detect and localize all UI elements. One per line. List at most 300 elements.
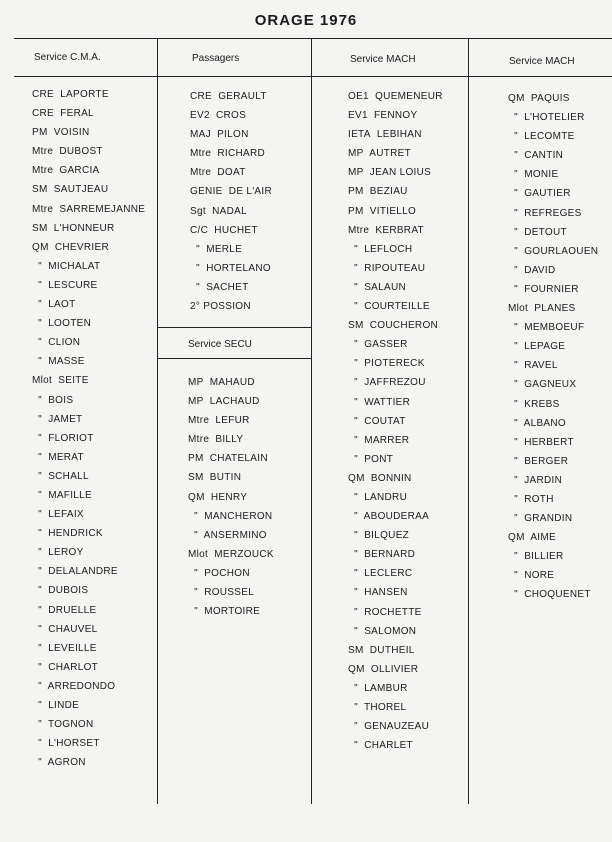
crew-entry [348,182,443,201]
crew-entry [348,221,443,240]
secu-top-rule [157,327,311,328]
crew-rank: " [32,623,43,635]
crew-rank: MP [348,148,364,160]
crew-rank: " [508,264,519,276]
crew-rank: QM [348,472,365,484]
crew-name: AIME [530,532,556,544]
crew-entry [508,566,598,585]
crew-name: HUCHET [214,224,258,236]
crew-rank: QM [188,491,205,503]
crew-name: RAVEL [524,360,558,372]
crew-name: SACHET [206,281,249,293]
crew-rank: SM [32,222,48,234]
crew-entry [348,736,443,755]
crew-entry [32,696,145,715]
crew-entry [508,547,598,566]
crew-entry [508,89,598,108]
crew-rank: MP [188,396,204,408]
crew-entry [32,620,145,639]
crew-name: MONIE [524,169,559,181]
crew-rank: " [32,738,43,750]
crew-rank: 2° POSSION [190,301,251,313]
crew-name: SALOMON [364,625,417,637]
crew-entry [32,562,145,581]
crew-rank: " [508,283,519,295]
crew-name: SARREMEJANNE [59,203,146,215]
crew-entry [508,242,598,261]
crew-name: CHATELAIN [209,453,268,465]
crew-entry [508,184,598,203]
crew-rank: " [32,413,43,425]
crew-rank: " [348,453,359,465]
crew-rank: " [348,491,359,503]
crew-rank: " [348,339,359,351]
crew-rank: " [32,528,43,540]
crew-rank: " [508,245,519,257]
crew-name: PAQUIS [530,93,570,104]
crew-rank: " [508,589,519,601]
column-divider-3 [468,38,469,804]
crew-name: LANDRU [364,491,408,503]
crew-rank: PM [348,186,364,198]
crew-name: GASSER [364,339,408,351]
column-header-cma: Service C.M.A. [34,52,101,63]
crew-entry [508,318,598,337]
crew-name: KERBRAT [375,224,424,236]
crew-entry [32,180,145,199]
crew-rank: " [508,570,519,582]
crew-entry [348,240,443,259]
crew-name: CHARLOT [48,661,99,673]
crew-entry [32,104,145,123]
crew-entry [188,545,274,564]
crew-rank: " [348,434,359,446]
crew-entry [32,371,145,390]
crew-name: SAUTJEAU [53,184,109,196]
crew-list-passagers [190,87,272,316]
crew-name: JAMET [48,413,83,425]
crew-name: QUEMENEUR [375,91,443,102]
crew-entry [348,87,443,106]
crew-rank: " [508,513,519,525]
page-title: ORAGE 1976 [254,12,358,29]
crew-rank: " [188,606,199,618]
crew-name: DRUELLE [48,604,97,616]
crew-entry [190,182,272,201]
crew-rank: " [32,489,43,501]
crew-rank: MP [348,167,364,179]
crew-rank: " [32,680,43,692]
crew-rank: " [508,226,519,238]
crew-name: RICHARD [217,148,266,160]
crew-name: SCHALL [48,470,89,482]
crew-name: HENRY [210,491,248,503]
column-divider-2 [311,38,312,804]
crew-name: SEITE [58,375,89,387]
crew-rank: QM [508,93,525,104]
crew-name: LEVEILLE [48,642,97,654]
crew-name: GRANDIN [524,513,573,525]
crew-name: LEFLOCH [364,243,413,255]
crew-list-mach-2 [508,89,598,605]
crew-rank: " [508,169,519,181]
column-header-passagers: Passagers [192,53,240,64]
crew-name: MERZOUCK [214,548,274,560]
crew-name: TOGNON [48,719,94,731]
crew-name: COURTEILLE [364,301,430,313]
crew-name: PIOTERECK [364,358,425,370]
crew-rank: " [508,551,519,563]
crew-entry [190,202,272,221]
crew-entry [348,698,443,717]
crew-entry [32,219,145,238]
crew-name: FOURNIER [524,283,579,295]
crew-rank: IETA [348,129,371,141]
crew-entry [348,526,443,545]
crew-entry [190,297,272,316]
crew-rank: CRE [32,108,55,120]
crew-entry [188,392,274,411]
crew-rank: " [32,585,43,597]
crew-rank: " [32,337,43,349]
crew-name: MAFILLE [48,489,92,501]
crew-name: FERAL [60,108,94,120]
crew-name: LECLERC [364,568,413,580]
crew-name: CHAUVEL [48,623,98,635]
crew-entry [348,335,443,354]
crew-name: BUTIN [209,472,242,484]
crew-name: ROUSSEL [204,587,255,599]
crew-entry [508,356,598,375]
crew-name: LINDE [48,700,80,711]
crew-name: L'HONNEUR [53,222,115,234]
crew-rank: Mlot [508,303,529,315]
crew-entry [508,509,598,528]
crew-entry [508,414,598,433]
crew-rank: " [348,281,359,293]
crew-name: CLION [48,337,81,349]
crew-rank: SM [348,320,364,332]
crew-list-mach-1 [348,87,443,755]
crew-name: HENDRICK [48,528,103,540]
crew-rank: Mlot [188,548,209,560]
crew-name: ALBANO [523,417,566,429]
crew-name: LEFAIX [48,509,84,521]
crew-name: DE L'AIR [228,186,273,198]
crew-rank: " [32,642,43,654]
crew-rank: " [348,396,359,408]
crew-name: CHEVRIER [54,241,109,253]
crew-entry [508,223,598,242]
crew-rank: Mtre [32,165,54,177]
crew-name: MICHALAT [48,260,101,272]
crew-rank: " [32,661,43,673]
crew-entry [348,603,443,622]
crew-name: DELALANDRE [48,566,118,578]
crew-entry [348,450,443,469]
crew-name: NORE [524,570,555,582]
crew-rank: " [348,606,359,618]
crew-rank: EV2 [190,110,210,122]
crew-name: LECOMTE [524,131,575,143]
column-header-mach-1: Service MACH [350,54,416,65]
crew-rank: " [32,604,43,616]
crew-name: LEBIHAN [376,129,422,141]
crew-rank: " [32,279,43,291]
crew-rank: " [32,470,43,482]
crew-name: JAFFREZOU [364,377,426,389]
crew-rank: " [188,529,199,541]
crew-name: LAMBUR [364,682,408,694]
crew-name: MERLE [206,243,243,255]
crew-rank: " [190,281,201,293]
crew-entry [508,261,598,280]
crew-rank: PM [32,127,48,139]
crew-rank: " [508,379,519,391]
crew-entry [508,280,598,299]
crew-name: DUTHEIL [369,644,415,656]
crew-name: FLORIOT [48,432,94,444]
crew-entry [32,123,145,142]
crew-rank: PM [348,205,364,217]
crew-rank: Mtre [190,148,212,160]
crew-entry [32,543,145,562]
crew-entry [348,125,443,144]
crew-name: PILON [217,129,249,141]
crew-name: CHOQUENET [524,589,591,601]
crew-name: MAHAUD [209,377,255,388]
crew-rank: EV1 [348,110,368,122]
crew-entry [348,431,443,450]
crew-rank: " [32,260,43,272]
crew-name: GOURLAOUEN [524,245,599,257]
crew-entry [348,144,443,163]
crew-entry [348,660,443,679]
crew-entry [32,601,145,620]
crew-name: BERGER [524,455,569,467]
crew-entry [190,125,272,144]
crew-entry [188,583,274,602]
crew-name: MASSE [48,356,85,368]
header-top-rule [14,38,612,39]
crew-rank: " [508,436,519,448]
crew-rank: " [32,547,43,559]
crew-name: BEZIAU [369,186,408,198]
crew-name: MERAT [48,451,84,463]
crew-rank: QM [348,663,365,675]
crew-entry [508,146,598,165]
crew-name: FENNOY [373,110,418,122]
crew-rank: SM [348,644,364,656]
crew-entry [190,106,272,125]
crew-name: BILQUEZ [364,530,410,542]
crew-entry [348,393,443,412]
crew-entry [190,144,272,163]
crew-name: MORTOIRE [204,606,261,618]
crew-rank: " [508,188,519,200]
crew-rank: Sgt [190,205,206,217]
crew-entry [508,471,598,490]
crew-entry [508,375,598,394]
crew-entry [32,753,145,772]
crew-entry [348,564,443,583]
crew-entry [348,507,443,526]
crew-name: BERNARD [364,549,416,561]
crew-entry [190,259,272,278]
crew-rank: C/C [190,224,209,236]
crew-entry [32,276,145,295]
crew-entry [508,585,598,604]
crew-name: CHARLET [364,740,413,752]
crew-name: MEMBOEUF [524,322,585,334]
crew-rank: MP [188,377,204,388]
crew-entry [188,526,274,545]
crew-name: LEFUR [215,415,250,427]
crew-rank: OE1 [348,91,369,102]
crew-entry [188,430,274,449]
crew-entry [32,391,145,410]
crew-entry [32,505,145,524]
crew-entry [348,373,443,392]
crew-entry [32,715,145,734]
crew-name: LEROY [48,547,84,559]
crew-name: L'HOTELIER [524,112,585,124]
crew-rank: Mtre [188,415,210,427]
crew-entry [32,448,145,467]
crew-rank: " [348,702,359,713]
crew-entry [32,333,145,352]
crew-name: HERBERT [524,436,574,448]
crew-name: GARCIA [59,165,100,177]
crew-rank: " [32,299,43,311]
crew-name: ANSERMINO [203,529,267,541]
crew-entry [190,87,272,106]
crew-rank: " [188,587,199,599]
crew-name: DUBOST [59,146,103,158]
crew-entry [188,411,274,430]
crew-rank: " [32,700,43,711]
crew-rank: " [348,625,359,637]
crew-name: HANSEN [364,587,408,599]
crew-rank: " [348,721,359,733]
crew-rank: " [188,567,199,579]
crew-rank: PM [188,453,204,465]
column-header-mach-2: Service MACH [509,56,575,67]
crew-name: JARDIN [524,474,563,486]
crew-entry [348,259,443,278]
crew-name: RIPOUTEAU [364,262,426,274]
crew-entry [32,352,145,371]
crew-name: GERAULT [218,91,267,102]
crew-name: JEAN LOIUS [369,167,432,179]
crew-entry [508,127,598,146]
crew-name: COUTAT [364,415,406,427]
crew-rank: " [508,474,519,486]
crew-rank: " [348,587,359,599]
crew-name: AGRON [47,757,86,769]
crew-name: LAOT [48,299,76,311]
crew-name: LOOTEN [48,318,92,330]
crew-rank: " [348,415,359,427]
crew-name: SALAUN [364,281,407,293]
crew-entry [32,524,145,543]
crew-rank: " [190,262,201,274]
crew-name: GAUTIER [524,188,571,200]
crew-rank: Mtre [32,146,54,158]
crew-entry [348,412,443,431]
crew-name: OLLIVIER [370,663,419,675]
crew-entry [508,528,598,547]
crew-entry [508,395,598,414]
crew-rank: " [32,394,43,406]
crew-rank: " [348,568,359,580]
crew-rank: " [508,360,519,372]
crew-entry [32,142,145,161]
crew-rank: " [348,530,359,542]
crew-entry [348,583,443,602]
crew-name: DETOUT [524,226,567,238]
crew-name: AUTRET [369,148,412,160]
crew-list-secu [188,373,274,621]
crew-entry [32,161,145,180]
crew-entry [348,488,443,507]
crew-name: MARRER [364,434,410,446]
crew-rank: " [508,322,519,334]
crew-name: LESCURE [48,279,98,291]
crew-entry [348,316,443,335]
crew-rank: Mtre [32,203,54,215]
crew-name: ROCHETTE [364,606,422,618]
crew-name: THOREL [364,702,407,713]
crew-rank: QM [508,532,525,544]
crew-rank: " [508,150,519,162]
crew-entry [188,564,274,583]
crew-rank: " [348,740,359,752]
crew-name: BOIS [48,394,74,406]
crew-name: LAPORTE [60,89,109,100]
crew-entry [32,314,145,333]
crew-rank: " [32,451,43,463]
crew-rank: " [348,377,359,389]
crew-rank: CRE [190,91,213,102]
crew-name: COUCHERON [369,320,439,332]
crew-name: PONT [364,453,394,465]
crew-rank: " [508,455,519,467]
crew-rank: " [508,341,519,353]
crew-entry [32,429,145,448]
crew-name: VOISIN [53,127,90,139]
crew-entry [190,221,272,240]
section-header-secu: Service SECU [188,339,252,350]
crew-rank: " [348,243,359,255]
crew-entry [348,469,443,488]
crew-entry [32,238,145,257]
crew-name: CANTIN [524,150,564,162]
crew-rank: " [32,432,43,444]
crew-name: BONNIN [370,472,412,484]
crew-name: DAVID [524,264,556,276]
header-bottom-rule [14,76,612,77]
crew-rank: " [348,511,359,523]
crew-entry [508,337,598,356]
crew-name: MANCHERON [204,510,273,522]
crew-entry [348,106,443,125]
crew-rank: " [508,207,519,219]
crew-entry [32,467,145,486]
crew-name: LACHAUD [209,396,260,408]
crew-rank: " [32,509,43,521]
crew-name: LEPAGE [524,341,566,353]
